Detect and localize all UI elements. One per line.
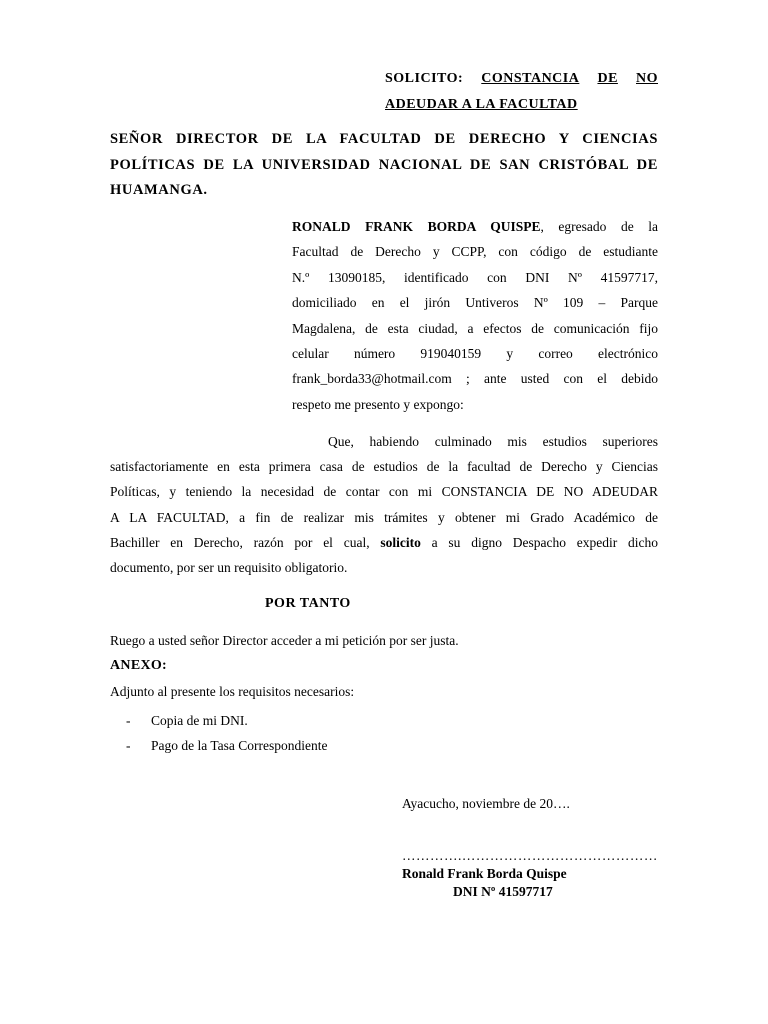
subject-word: NO [636, 71, 658, 86]
attachments-intro: Adjunto al presente los requisitos necesarios: [110, 684, 355, 699]
intro-line: Magdalena, de esta ciudad, a efectos de comunicación fijo [292, 320, 658, 336]
intro-line: frank_borda33@hotmail.com ; ante usted con el debido [292, 371, 658, 387]
body-line [110, 530, 658, 555]
subject-word: CONSTANCIA [481, 71, 580, 86]
body-line: documento, por ser un requisito obligatorio. [110, 560, 348, 576]
list-dash: - [126, 738, 131, 753]
signer-dni: DNI Nº 41597717 [453, 884, 553, 899]
body-line-5-end: a su digno Despacho expedir dicho [420, 534, 658, 550]
body-line: satisfactoriamente en esta primera casa de estudios de la facultad de Derecho y Ciencias [110, 459, 658, 475]
intro-line: N.º 13090185, identificado con DNI Nº 41597717, [292, 269, 658, 285]
addressee-line: SEÑOR DIRECTOR DE LA FACULTAD DE DERECHO Y CIENCIAS [110, 131, 658, 147]
intro-line: respeto me presento y expongo: [292, 396, 464, 412]
applicant-name: RONALD FRANK BORDA QUISPE [292, 219, 541, 234]
applicant-intro [292, 214, 658, 417]
subject-line-1 [385, 66, 658, 92]
requirements-list [126, 708, 328, 758]
addressee-line: POLÍTICAS DE LA UNIVERSIDAD NACIONAL DE SAN CRISTÓBAL DE [110, 156, 658, 173]
signer-name: Ronald Frank Borda Quispe [402, 866, 567, 881]
requirement-text: Copia de mi DNI. [151, 713, 248, 728]
body-line: Políticas, y teniendo la necesidad de contar con mi CONSTANCIA DE NO ADEUDAR [110, 484, 658, 500]
solicito-label: SOLICITO: [385, 71, 464, 86]
intro-line: domiciliado en el jirón Untiveros Nº 109 – Parque [292, 295, 658, 311]
list-dash: - [126, 713, 131, 728]
solicito-emphasis: solicito [380, 534, 421, 550]
signature-line: ………….…………………………………… [402, 848, 658, 863]
addressee-block [110, 127, 658, 204]
list-item [126, 733, 328, 758]
addressee-line: HUAMANGA. [110, 182, 208, 198]
subject-word: DE [597, 71, 618, 86]
intro-line [292, 214, 658, 239]
por-tanto-heading: POR TANTO [265, 596, 351, 611]
list-item [126, 708, 328, 733]
body-line: A LA FACULTAD, a fin de realizar mis trámites y obtener mi Grado Académico de [110, 509, 658, 525]
body-line-5-start: Bachiller en Derecho, razón por el cual, [110, 534, 381, 550]
intro-line: celular número 919040159 y correo electrónico [292, 346, 658, 362]
intro-line: Facultad de Derecho y CCPP, con código de estudiante [292, 244, 658, 260]
body-line: Que, habiendo culminado mis estudios superiores [328, 434, 658, 449]
requirement-text: Pago de la Tasa Correspondiente [151, 738, 328, 753]
request-closing: Ruego a usted señor Director acceder a mi petición por ser justa. [110, 633, 459, 648]
subject-line-2: ADEUDAR A LA FACULTAD [385, 97, 578, 112]
place-date: Ayacucho, noviembre de 20…. [402, 796, 570, 811]
anexo-heading: ANEXO: [110, 658, 168, 673]
request-paragraph [110, 429, 658, 580]
subject-block [385, 66, 658, 118]
intro-first-rest: , egresado de la [540, 219, 658, 234]
